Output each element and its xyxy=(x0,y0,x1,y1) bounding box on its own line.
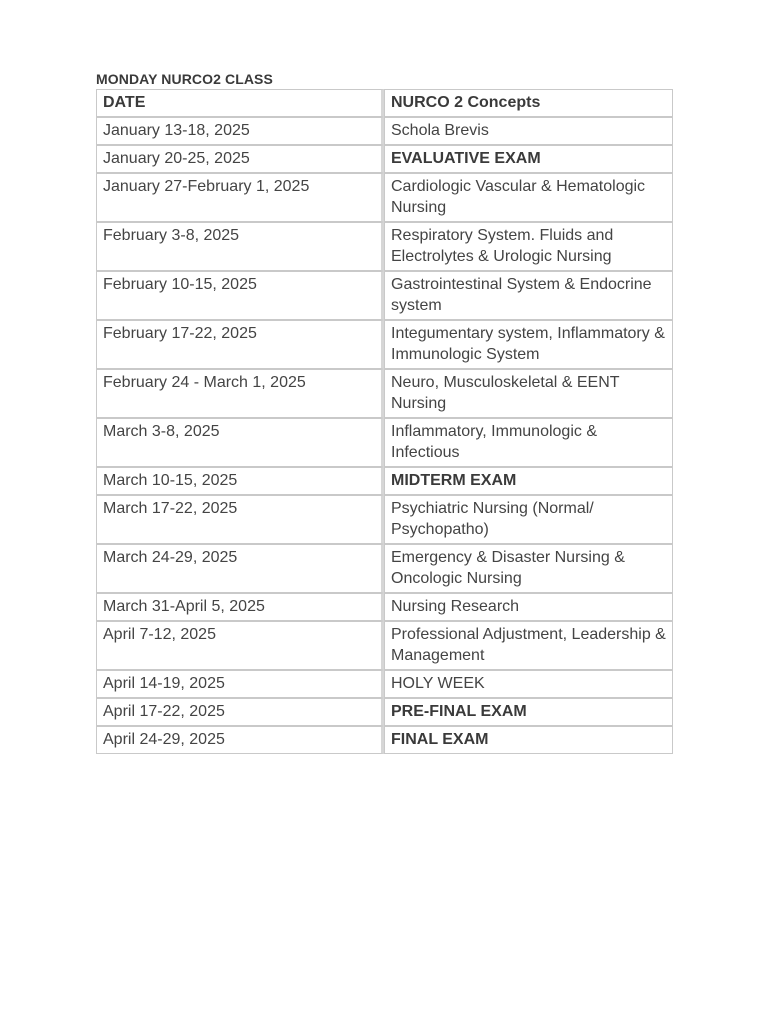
date-cell: March 3-8, 2025 xyxy=(96,418,384,467)
concept-cell: Integumentary system, Inflammatory & Immunologic System xyxy=(384,320,673,369)
table-row xyxy=(96,593,673,621)
date-cell: April 7-12, 2025 xyxy=(96,621,384,670)
table-row xyxy=(96,145,673,173)
table-row xyxy=(96,495,673,544)
table-row xyxy=(96,698,673,726)
date-cell: January 20-25, 2025 xyxy=(96,145,384,173)
table-row xyxy=(96,670,673,698)
concept-cell: PRE-FINAL EXAM xyxy=(384,698,673,726)
date-cell: February 24 - March 1, 2025 xyxy=(96,369,384,418)
schedule-table xyxy=(96,89,673,754)
table-row xyxy=(96,726,673,754)
date-cell: April 14-19, 2025 xyxy=(96,670,384,698)
table-row xyxy=(96,467,673,495)
concept-cell: Emergency & Disaster Nursing & Oncologic Nursing xyxy=(384,544,673,593)
table-row xyxy=(96,222,673,271)
date-cell: March 17-22, 2025 xyxy=(96,495,384,544)
date-cell: February 3-8, 2025 xyxy=(96,222,384,271)
date-cell: January 13-18, 2025 xyxy=(96,117,384,145)
concept-cell: Cardiologic Vascular & Hematologic Nursing xyxy=(384,173,673,222)
concept-cell: Schola Brevis xyxy=(384,117,673,145)
table-row xyxy=(96,418,673,467)
concept-cell: Inflammatory, Immunologic & Infectious xyxy=(384,418,673,467)
date-column-header: DATE xyxy=(96,89,384,117)
table-row xyxy=(96,173,673,222)
date-cell: April 24-29, 2025 xyxy=(96,726,384,754)
date-cell: April 17-22, 2025 xyxy=(96,698,384,726)
concepts-column-header: NURCO 2 Concepts xyxy=(384,89,673,117)
concept-cell: Gastrointestinal System & Endocrine system xyxy=(384,271,673,320)
date-cell: March 24-29, 2025 xyxy=(96,544,384,593)
table-row xyxy=(96,621,673,670)
table-row xyxy=(96,544,673,593)
table-row xyxy=(96,271,673,320)
table-row xyxy=(96,320,673,369)
concept-cell: Professional Adjustment, Leadership & Management xyxy=(384,621,673,670)
concept-cell: Nursing Research xyxy=(384,593,673,621)
concept-cell: EVALUATIVE EXAM xyxy=(384,145,673,173)
concept-cell: FINAL EXAM xyxy=(384,726,673,754)
date-cell: January 27-February 1, 2025 xyxy=(96,173,384,222)
table-row xyxy=(96,117,673,145)
date-cell: March 31-April 5, 2025 xyxy=(96,593,384,621)
concept-cell: Respiratory System. Fluids and Electrolytes & Urologic Nursing xyxy=(384,222,673,271)
concept-cell: Psychiatric Nursing (Normal/ Psychopatho) xyxy=(384,495,673,544)
concept-cell: Neuro, Musculoskeletal & EENT Nursing xyxy=(384,369,673,418)
table-header-row xyxy=(96,89,673,117)
date-cell: March 10-15, 2025 xyxy=(96,467,384,495)
concept-cell: HOLY WEEK xyxy=(384,670,673,698)
date-cell: February 10-15, 2025 xyxy=(96,271,384,320)
table-row xyxy=(96,369,673,418)
date-cell: February 17-22, 2025 xyxy=(96,320,384,369)
document-title: MONDAY NURCO2 CLASS xyxy=(96,71,273,87)
concept-cell: MIDTERM EXAM xyxy=(384,467,673,495)
